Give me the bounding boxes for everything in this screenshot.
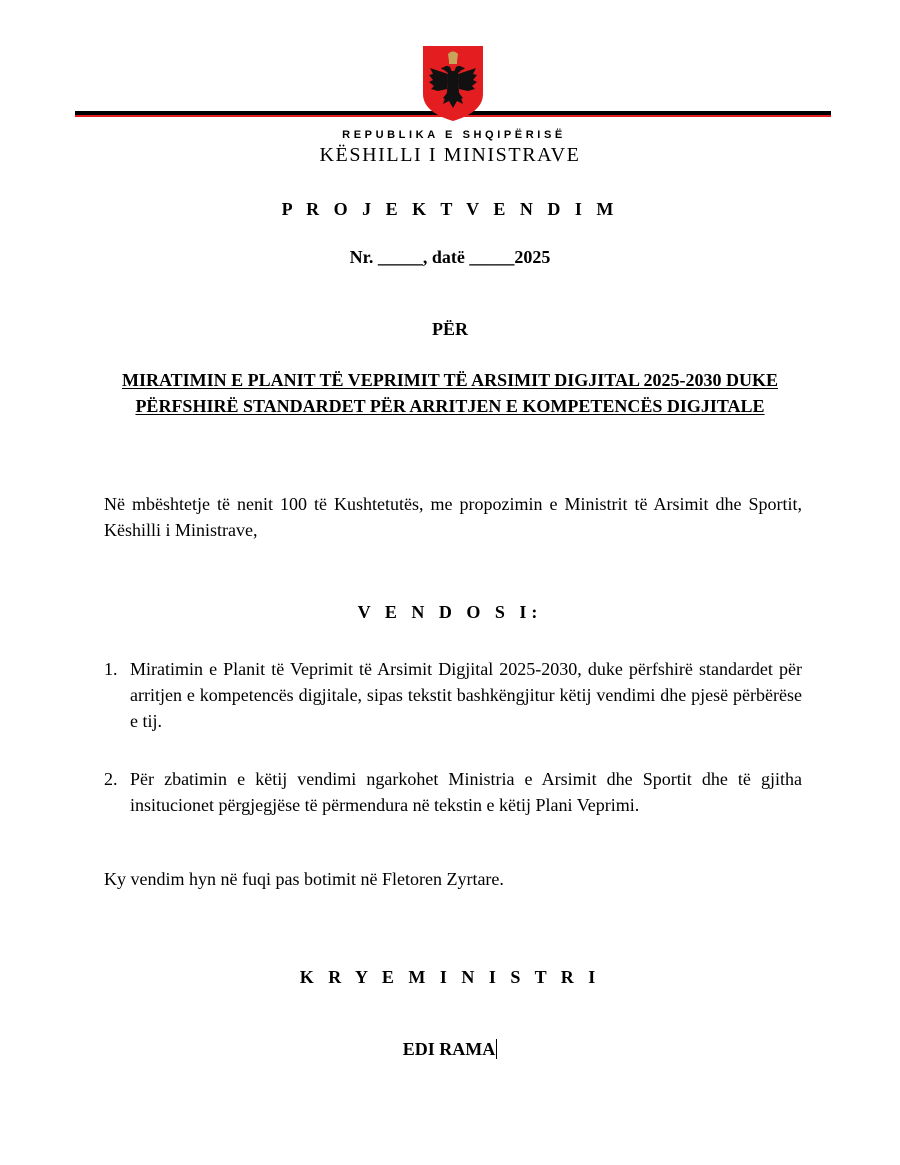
list-item-number: 2. — [104, 769, 118, 789]
republic-name: REPUBLIKA E SHQIPËRISË — [342, 129, 566, 141]
signer-title: K R Y E M I N I S T R I — [299, 967, 601, 987]
list-item-text: Për zbatimin e këtij vendimi ngarkohet Ministria e Arsimit dhe Sportit dhe të gjitha insitucionet përgjegjëse të përmendura në tekstin e këtij Plani Veprimi. — [130, 769, 802, 815]
list-item-number: 1. — [104, 659, 118, 679]
document-subject: MIRATIMIN E PLANIT TË VEPRIMIT TË ARSIMIT DIGJITAL 2025-2030 DUKE PËRFSHIRË STANDARDET PËR ARRITJEN E KOMPETENCËS DIGJITALE — [122, 370, 778, 416]
document-number-line: Nr. _____, datë _____2025 — [349, 247, 551, 267]
list-item — [104, 766, 802, 818]
signer-name-line — [0, 1039, 900, 1060]
closing-paragraph: Ky vendim hyn në fuqi pas botimit në Fletoren Zyrtare. — [104, 869, 504, 889]
council-name: KËSHILLI I MINISTRAVE — [319, 144, 581, 166]
text-cursor — [496, 1039, 497, 1059]
list-item-text: Miratimin e Planit të Veprimit të Arsimit Digjital 2025-2030, duke përfshirë standardet për arritjen e kompetencës digjitale, sipas tekstit bashkëngjitur këtij vendimi dhe pjesë përbërëse e tij. — [130, 659, 802, 731]
list-item — [104, 656, 802, 734]
albanian-coat-of-arms-icon — [421, 44, 485, 122]
preamble-paragraph: Në mbështetje të nenit 100 të Kushtetutës, me propozimin e Ministrit të Arsimit dhe Sportit, Këshilli i Ministrave, — [104, 494, 802, 540]
signer-name: EDI RAMA — [402, 1039, 496, 1059]
decides-heading: V E N D O S I: — [357, 602, 543, 622]
per-label: PËR — [432, 319, 468, 339]
document-type: P R O J E K T V E N D I M — [281, 199, 619, 219]
